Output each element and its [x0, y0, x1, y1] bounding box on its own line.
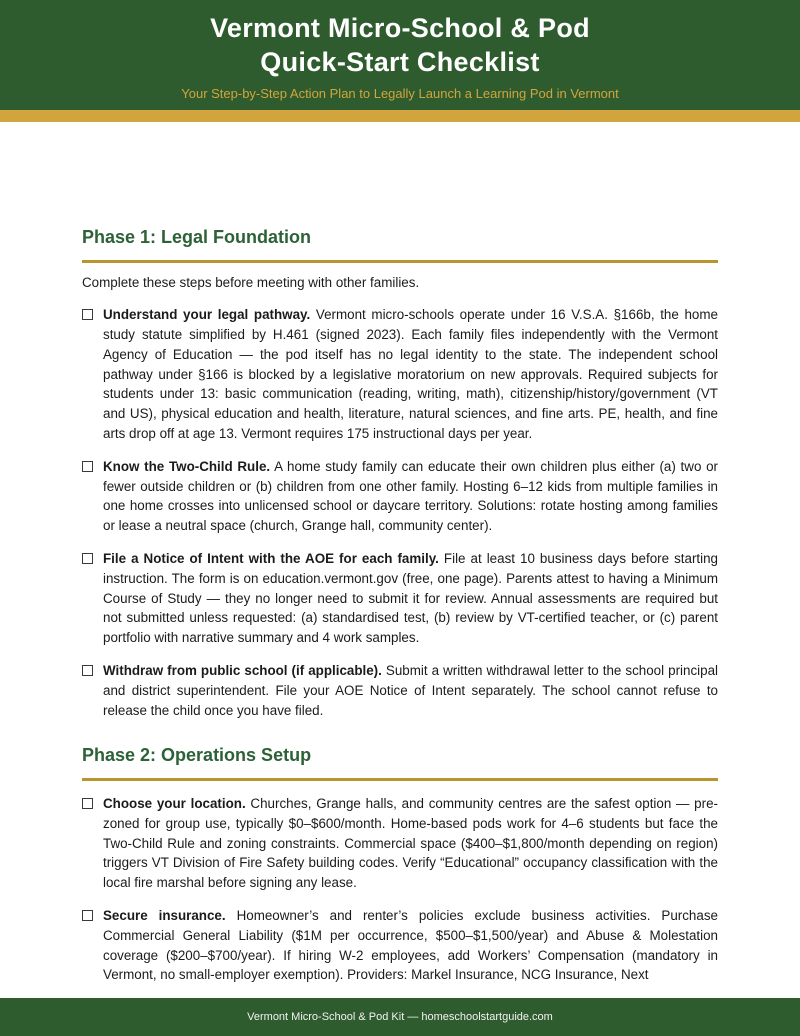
document-body: [0, 122, 800, 985]
checkbox-icon: [82, 665, 93, 676]
document-title-line2: Quick-Start Checklist: [260, 47, 540, 77]
checklist-item-body: Submit a written withdrawal letter to the school principal and district superintendent. File your AOE Notice of Intent separately. The school cannot refuse to release the child once you have filed.: [103, 663, 718, 718]
checklist-item: [82, 661, 718, 720]
checklist-item-body: Churches, Grange halls, and community centres are the safest option — pre-zoned for group use, typically $0–$600/month. Home-based pods work for 4–6 students but face the Two-Child Rule and zoning constraints. Commercial space ($400–$1,800/month depending on region) triggers VT Division of Fire Safety building codes. Verify “Educational” occupancy classification with the local fire marshal before signing any lease.: [103, 795, 718, 891]
checklist-item-lead: Choose your location.: [103, 795, 246, 811]
checklist-item-text: [103, 661, 718, 720]
checkbox-icon: [82, 461, 93, 472]
checklist-item-text: [103, 549, 718, 648]
checklist-item: [82, 457, 718, 536]
checklist-item: [82, 906, 718, 985]
checklist-item-text: [103, 794, 718, 893]
document-footer: [0, 998, 800, 1036]
checklist-item-body: File at least 10 business days before starting instruction. The form is on education.vermont.gov (free, one page). Parents attest to having a Minimum Course of Study — they no longer need to submit it for review. Annual assessments are required but not submitted unless requested: (a) standardised test, (b) review by VT-certified teacher, or (c) parent portfolio with narrative summary and 4 work samples.: [103, 551, 718, 646]
checklist-item-lead: File a Notice of Intent with the AOE for each family.: [103, 551, 439, 567]
checklist-item-body: Vermont micro-schools operate under 16 V.S.A. §166b, the home study statute simplified by H.461 (signed 2023). Each family files independently with the Vermont Agency of Education — the pod itself has no legal identity to the state. The independent school pathway under §166 is blocked by a legislative moratorium on new approvals. Required subjects for students under 13: basic communication (reading, writing, math), citizenship/history/government (VT and US), physical education and health, literature, natural sciences, and fine arts. PE, health, and fine arts drop off at age 13. Vermont requires 175 instructional days per year.: [103, 307, 718, 442]
document-title-line1: Vermont Micro-School & Pod: [210, 13, 590, 43]
checklist-item-lead: Withdraw from public school (if applicable).: [103, 663, 382, 679]
checklist-item-lead: Secure insurance.: [103, 907, 226, 923]
checklist-item-text: [103, 457, 718, 536]
checkbox-icon: [82, 309, 93, 320]
section-phase-2: [82, 744, 718, 985]
phase-1-heading: Phase 1: Legal Foundation: [82, 227, 312, 247]
checklist-item-body: A home study family can educate their own children plus either (a) two or fewer outside children or (b) children from one other family. Hosting 6–12 kids from multiple families in one home crosses into unlicensed school or daycare territory. Solutions: rotate hosting among families or lease a neutral space (church, Grange hall, community center).: [103, 458, 719, 534]
checklist-item-text: [103, 906, 718, 985]
checklist-item: [82, 549, 718, 648]
section-phase-1: [82, 226, 718, 720]
checkbox-icon: [82, 910, 93, 921]
checkbox-icon: [82, 553, 93, 564]
phase-2-rule: [82, 778, 718, 781]
checklist-item-text: [103, 305, 718, 444]
document-subtitle: Your Step-by-Step Action Plan to Legally Launch a Learning Pod in Vermont: [181, 86, 619, 101]
gold-accent-stripe: [0, 110, 800, 122]
phase-1-intro-text: Complete these steps before meeting with other families.: [82, 274, 420, 290]
checklist-item-lead: Know the Two-Child Rule.: [103, 458, 271, 474]
footer-text: Vermont Micro-School & Pod Kit — homeschoolstartguide.com: [247, 1011, 553, 1023]
document-header: [0, 0, 800, 110]
checklist-item: [82, 305, 718, 444]
phase-2-heading: Phase 2: Operations Setup: [82, 745, 312, 766]
checklist-item-lead: Understand your legal pathway.: [103, 307, 311, 323]
checklist-item-body: Homeowner’s and renter’s policies exclude business activities. Purchase Commercial General Liability ($1M per occurrence, $500–$1,500/year) and Abuse & Molestation coverage ($200–$700/year). If hiring W-2 employees, add Workers’ Compensation (mandatory in Vermont, no small-employer exemption). Providers: Markel Insurance, NCG Insurance, Next: [103, 907, 718, 983]
checkbox-icon: [82, 798, 93, 809]
checklist-item: [82, 794, 718, 893]
phase-1-rule: [82, 260, 718, 263]
